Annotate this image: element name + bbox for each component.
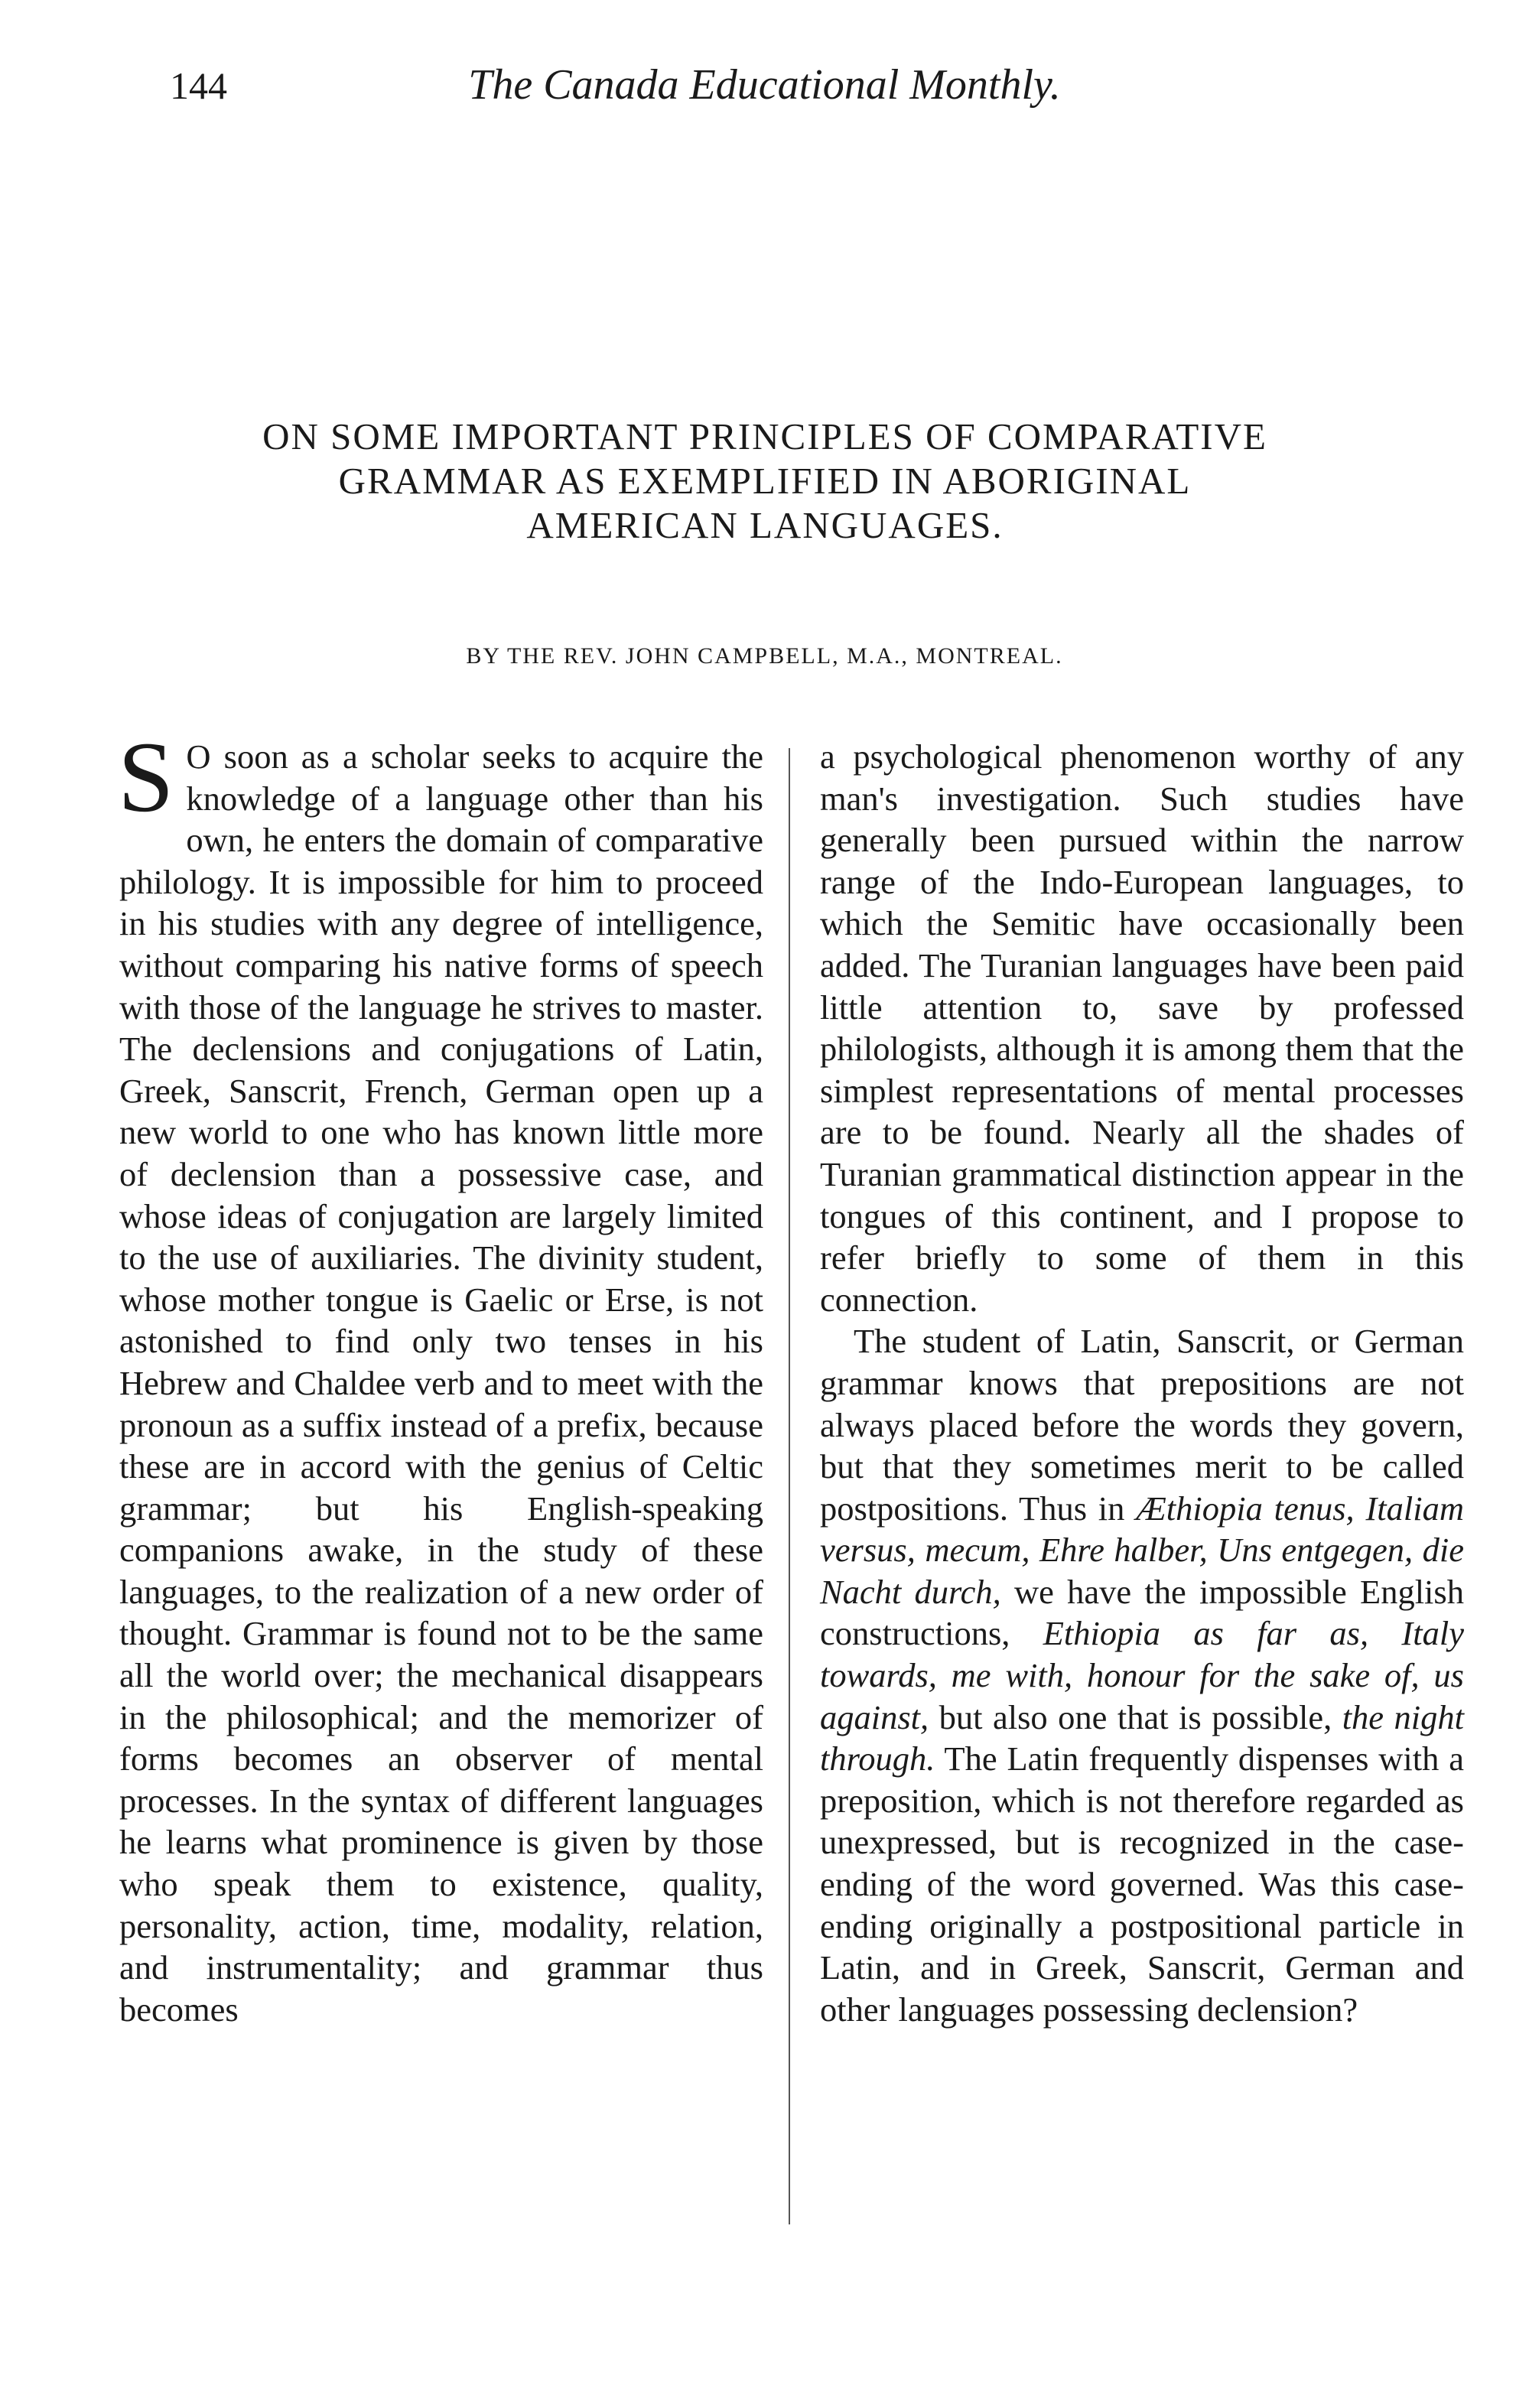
article-title (115, 415, 1415, 548)
drop-cap: S (118, 721, 174, 833)
paragraph-text: O soon as a scholar seeks to acquire the knowledge of a language other than his own, he enters the domain of comparative philology. It is impossible for him to proceed in his studies with any degree of intelligence, without comparing his native forms of speech with those of the language he strives to master. The declensions and conjugations of Latin, Greek, Sanscrit, French, German open up a new world to one who has known little more of declension than a possessive case, and whose ideas of conjugation are largely limited to the use of auxiliaries. The divinity student, whose mother tongue is Gaelic or Erse, is not astonished to find only two tenses in his Hebrew and Chaldee verb and to meet with the pronoun as a suffix instead of a prefix, because these are in accord with the genius of Celtic grammar; but his English-speaking companions awake, in the study of these languages, to the realization of a new order of thought. Grammar is found not to be the same all the world over; the mechanical disappears in the philosophical; and the memorizer of forms becomes an observer of mental processes. In the syntax of different languages he learns what prominence is given by those who speak them to existence, quality, personality, action, time, modality, relation, and instrumentality; and grammar thus becomes (119, 737, 763, 2029)
title-line: AMERICAN LANGUAGES. (526, 504, 1004, 546)
paragraph: a psychological phenomenon worthy of any man's investigation. Such studies have generally been pursued within the narrow range of the Indo-European languages, to which the Semitic have occasionally been added. The Turanian languages have been paid little attention to, save by professed philologists, although it is among them that the simplest representations of mental processes are to be found. Nearly all the shades of Turanian grammatical distinction appear in the tongues of this continent, and I propose to refer briefly to some of them in this connection. (820, 737, 1464, 1319)
title-line: GRAMMAR AS EXEMPLIFIED IN ABORIGINAL (338, 460, 1192, 502)
paragraph (118, 721, 763, 2030)
example-italic: Æthiopia tenus, Italiam versus, mecum, Ehre halber, Uns entgegen, die Nacht durch, (820, 1489, 1465, 1611)
paragraph-text: The Latin frequently dispenses with a preposition, which is not therefore regarded as unexpressed, but is recognized in the case-ending of the word governed. Was this case-ending originally a postpositional particle in Latin, and in Greek, Sanscrit, German and other languages possessing declension? (820, 1739, 1464, 2029)
example-italic: Ethiopia as far as, Italy towards, me with, honour for the sake of, us against, (820, 1614, 1464, 1736)
paragraph-text: but also one that is possible, (929, 1697, 1342, 1736)
paragraph-text: we have the impossible English constructions, (820, 1572, 1464, 1653)
page-number: 144 (170, 64, 227, 107)
column-divider (789, 748, 790, 2224)
title-line: ON SOME IMPORTANT PRINCIPLES OF COMPARATIVE (262, 415, 1267, 457)
paragraph-text: The student of Latin, Sanscrit, or German grammar knows that prepositions are not always placed before the words they govern, but that they sometimes merit to be called postpositions. Thus in (820, 1322, 1464, 1528)
paragraph (820, 1320, 1464, 2030)
right-column (820, 736, 1464, 2030)
left-column (118, 721, 763, 2030)
byline: BY THE REV. JOHN CAMPBELL, M.A., MONTREAL. (466, 643, 1063, 669)
example-italic: the night through. (820, 1697, 1465, 1778)
running-head: The Canada Educational Monthly. (468, 61, 1061, 109)
